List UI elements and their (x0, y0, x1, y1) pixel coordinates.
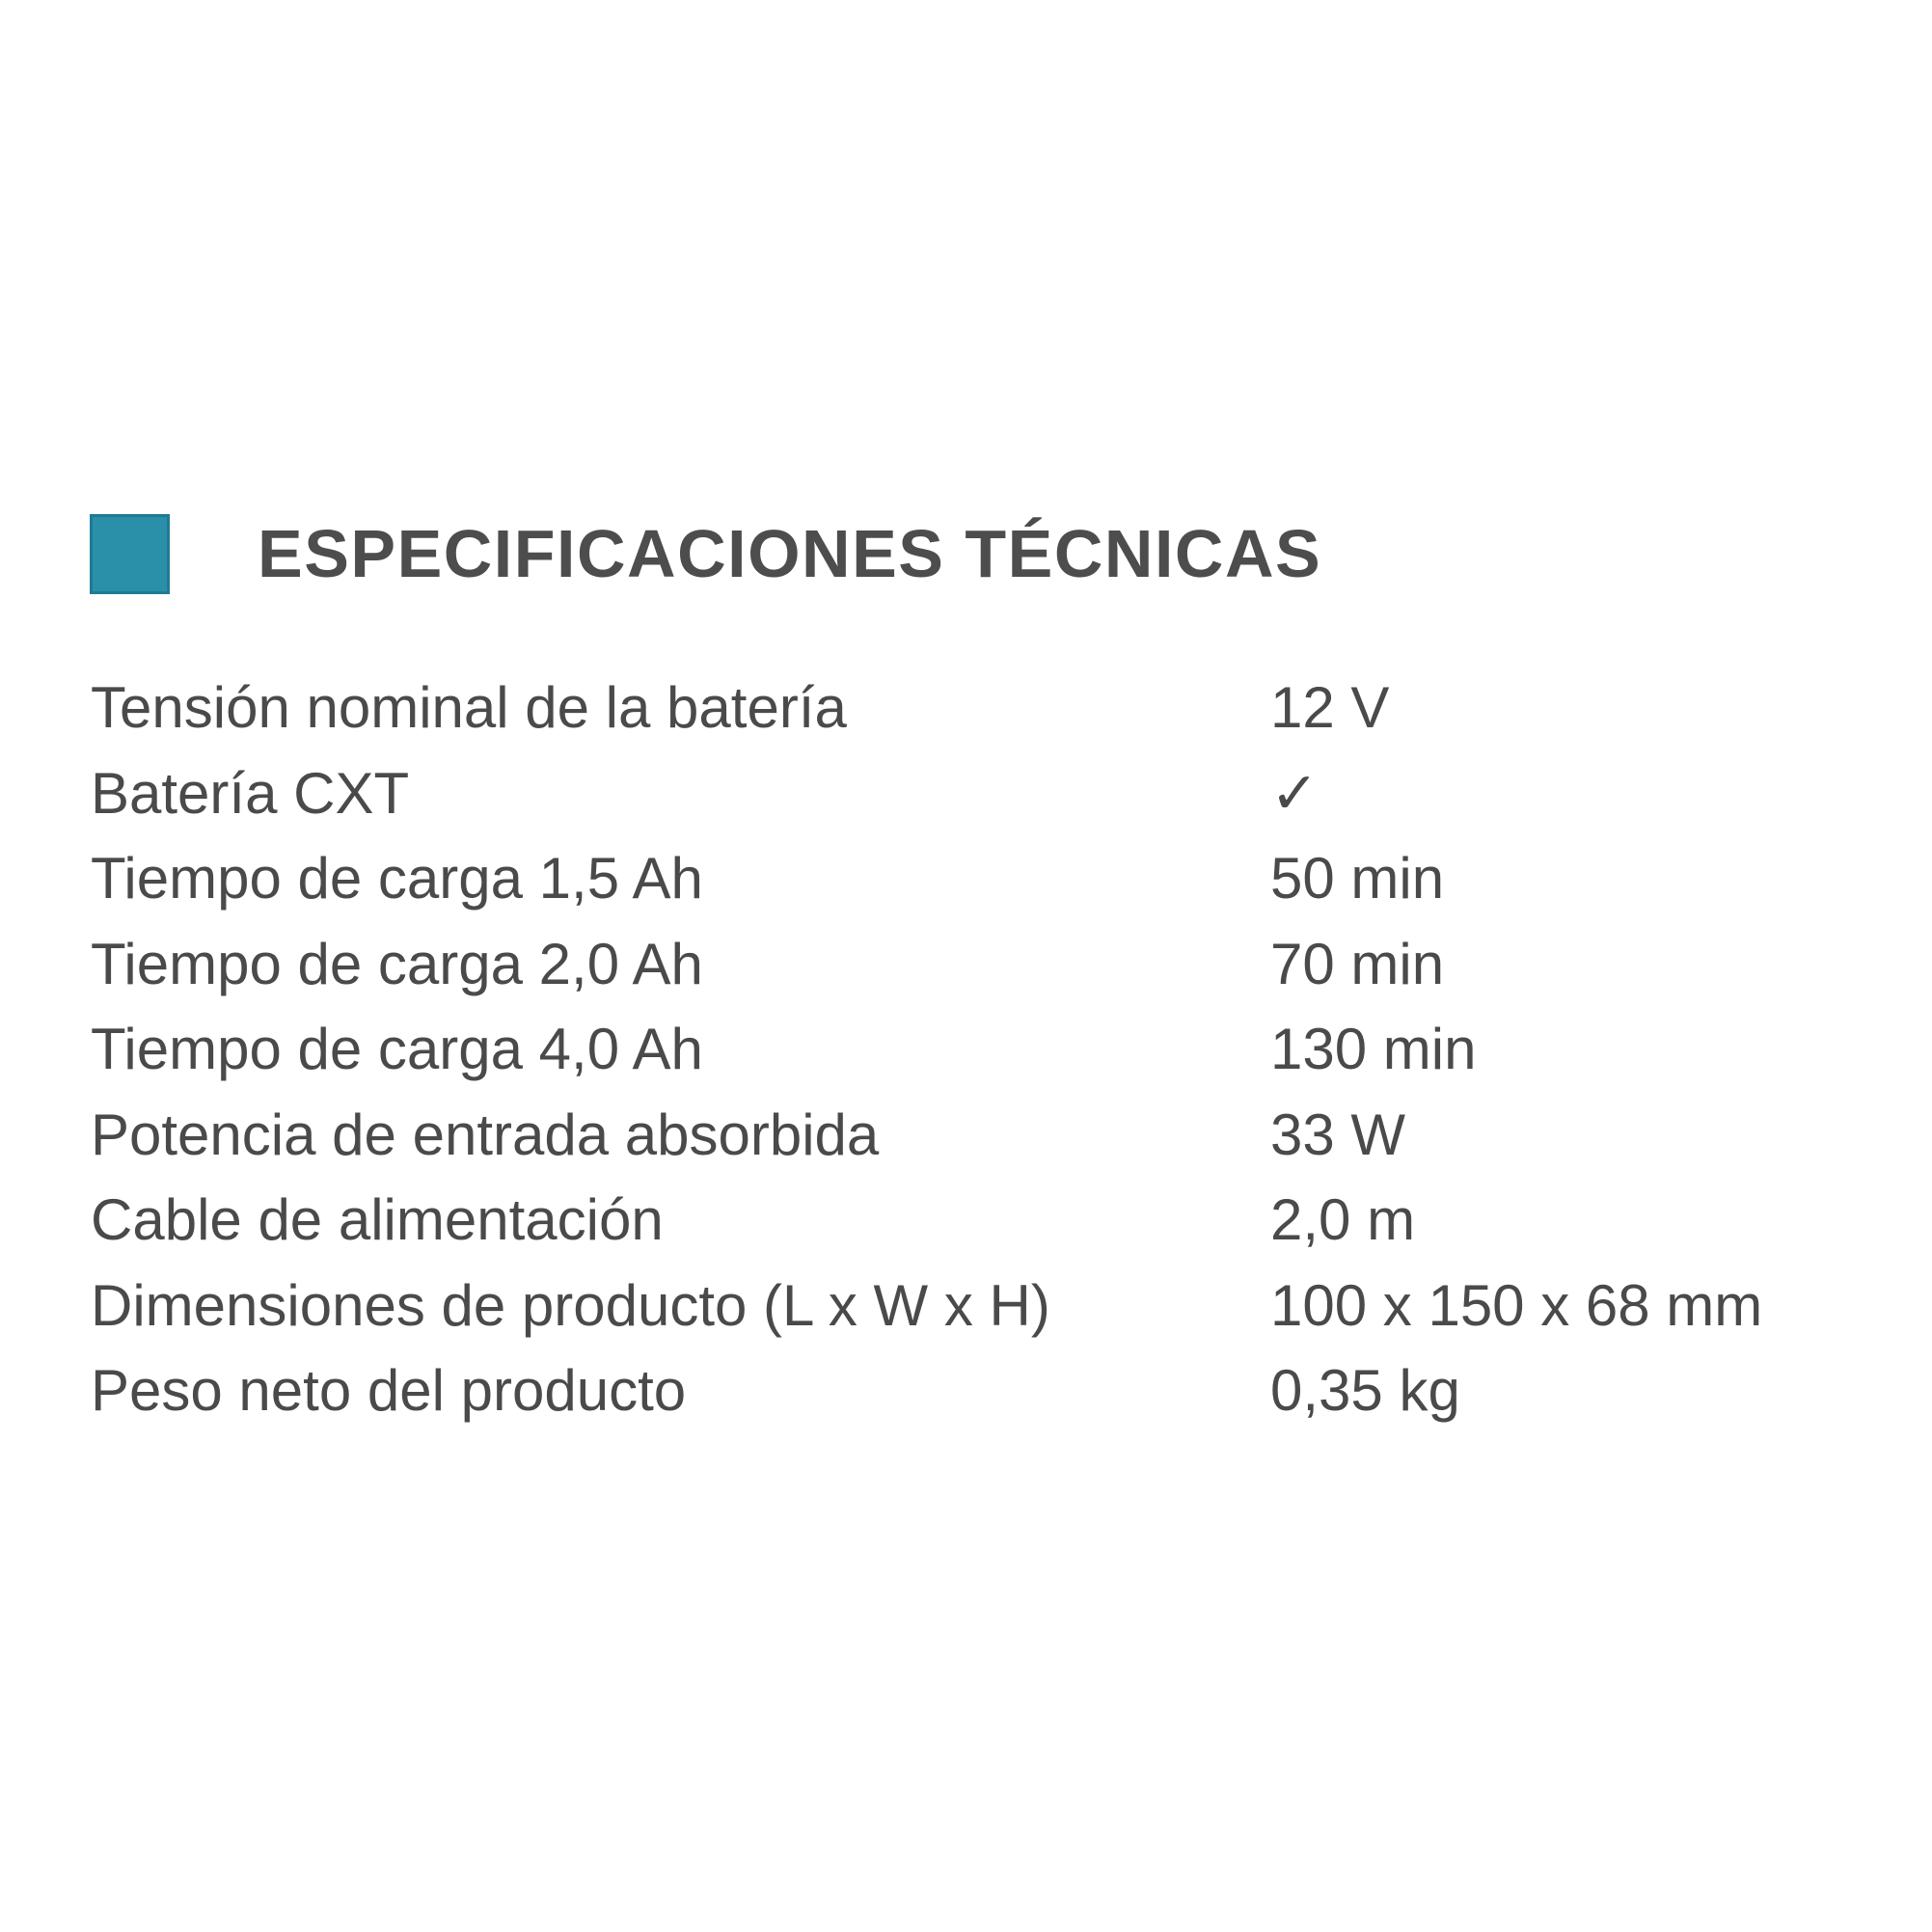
spec-header (90, 513, 1321, 594)
spec-label: Batería CXT (91, 760, 410, 826)
spec-row-dimensions (91, 1264, 1762, 1349)
spec-label: Tiempo de carga 1,5 Ah (91, 846, 703, 912)
spec-value: 50 min (1270, 846, 1445, 912)
teal-square-icon (90, 514, 170, 594)
spec-row-charge-time-1-5ah (91, 836, 1762, 922)
spec-value: 12 V (1270, 675, 1390, 741)
spec-label: Potencia de entrada absorbida (91, 1102, 880, 1167)
spec-label: Tiempo de carga 2,0 Ah (91, 931, 703, 996)
spec-value: 33 W (1270, 1102, 1406, 1167)
spec-value: 0,35 kg (1270, 1358, 1460, 1424)
spec-row-charge-time-2-0ah (91, 922, 1762, 1008)
spec-row-battery-voltage (91, 666, 1762, 751)
spec-label: Cable de alimentación (91, 1187, 664, 1253)
spec-value: 100 x 150 x 68 mm (1270, 1272, 1763, 1338)
spec-row-charge-time-4-0ah (91, 1007, 1762, 1093)
spec-label: Dimensiones de producto (L x W x H) (91, 1272, 1050, 1338)
page-title: ESPECIFICACIONES TÉCNICAS (258, 516, 1322, 591)
spec-row-net-weight (91, 1348, 1762, 1434)
spec-value: 2,0 m (1270, 1187, 1416, 1253)
spec-table (91, 666, 1762, 1434)
spec-row-power-cable (91, 1178, 1762, 1264)
spec-label: Peso neto del producto (91, 1358, 687, 1424)
spec-row-input-power (91, 1093, 1762, 1179)
check-icon: ✓ (1270, 760, 1320, 826)
spec-label: Tiempo de carga 4,0 Ah (91, 1017, 703, 1082)
spec-row-cxt-battery (91, 751, 1762, 837)
spec-label: Tensión nominal de la batería (91, 675, 847, 741)
spec-value: 70 min (1270, 931, 1445, 996)
spec-value: 130 min (1270, 1017, 1477, 1082)
